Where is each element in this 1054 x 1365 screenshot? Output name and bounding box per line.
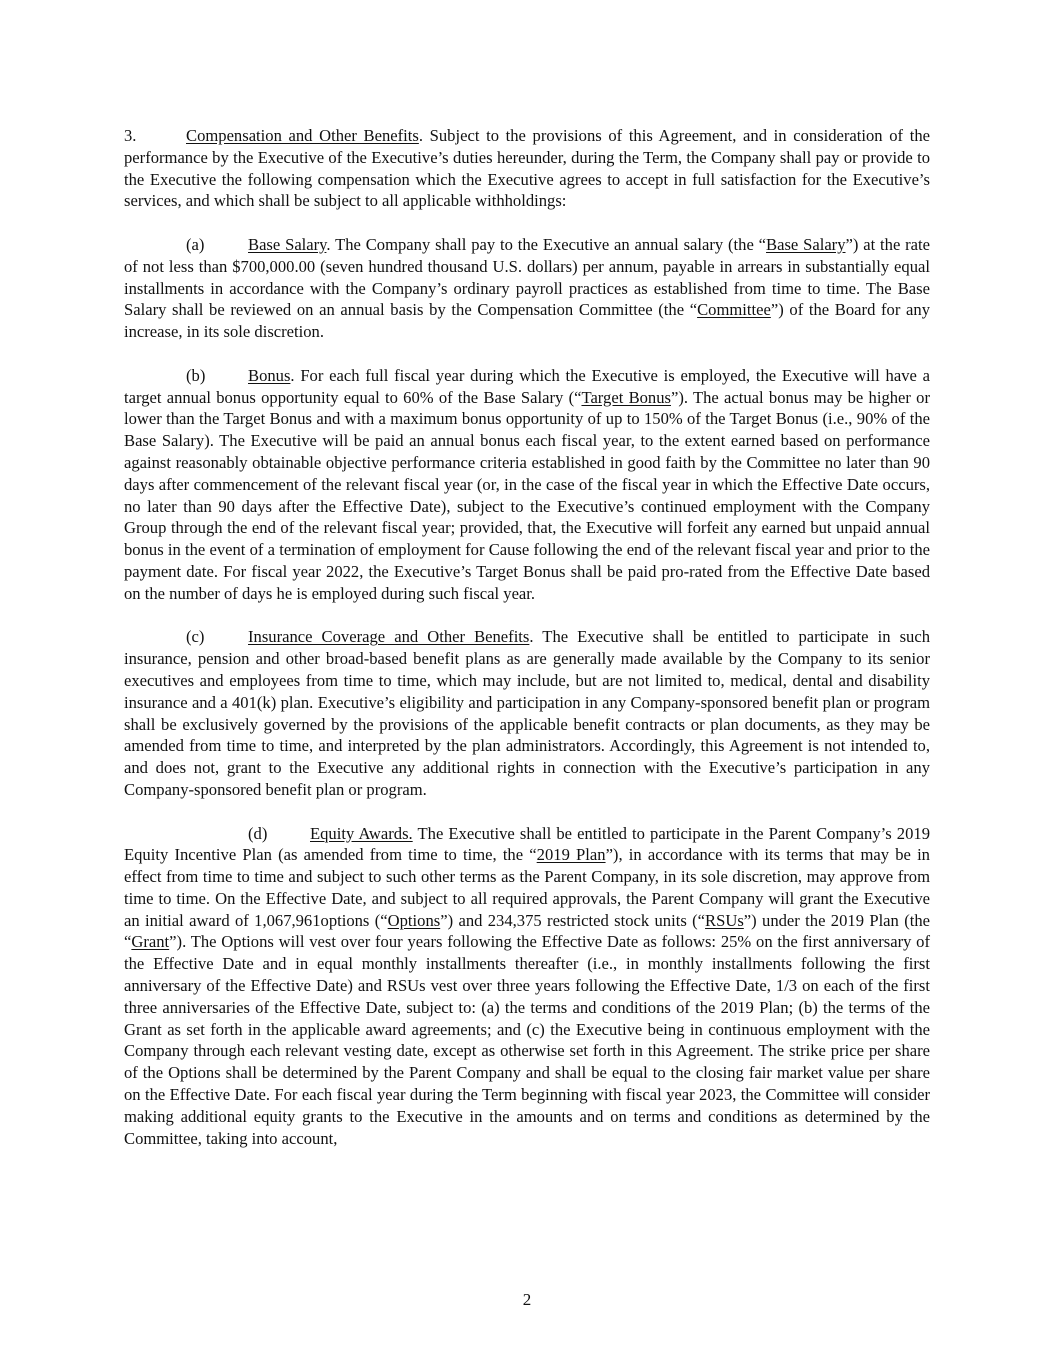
paragraph-heading: Bonus	[248, 365, 291, 385]
paragraph-spacer	[124, 212, 930, 234]
defined-term: 2019 Plan	[536, 845, 606, 865]
paragraph-d: (d) Equity Awards. The Executive shall be entitled to participate in the Parent Company’s 2019 Equity Incentive Plan (as amended from time to time, the “2019 Plan”), in accordance with its terms that may be in effect from time to time and subject to such other terms as the Parent Company, in its sole discretion, may approve from time to time. On the Effective Date, and subject to all required approvals, the Parent Company will grant the Executive an initial award of 1,067,961options (“Options”) and 234,375 restricted stock units (“RSUs”) under the 2019 Plan (the “Grant”). The Options will vest over four years following the Effective Date as follows: 25% on the first anniversary of the Effective Date and in equal monthly installments thereafter (i.e., in monthly installments following the first anniversary of the Effective Date) and RSUs vest over three years following the Effective Date, 1/3 on each of the first three anniversaries of the Effective Date, subject to: (a) the terms and conditions of the 2019 Plan; (b) the terms of the Grant as set forth in the applicable award agreements; and (c) the Executive being in continuous employment with the Company through each relevant vesting date, except as otherwise set forth in this Agreement. The strike price per share of the Options shall be determined by the Parent Company and shall be equal to the closing fair market value per share on the Effective Date. For each fiscal year during the Term beginning with fiscal year 2023, the Committee will consider making additional equity grants to the Executive in the amounts and on terms and conditions as determined by the Committee, taking into account,	[124, 823, 931, 1148]
paragraph-heading: Insurance Coverage and Other Benefits	[248, 627, 530, 647]
section-3-paragraph	[124, 125, 930, 212]
defined-term: Base Salary	[766, 234, 846, 254]
paragraph-spacer	[124, 605, 930, 627]
defined-term: Target Bonus	[581, 387, 671, 407]
defined-term: RSUs	[705, 910, 744, 930]
paragraph-spacer	[124, 343, 930, 365]
paragraph-heading: Equity Awards.	[310, 823, 413, 843]
paragraph-label: (d)	[248, 823, 268, 843]
paragraph-label: (b)	[186, 365, 206, 385]
page-number: 2	[522, 1290, 532, 1309]
document-page	[124, 125, 930, 1149]
defined-term: Grant	[131, 932, 170, 952]
section-text: . Subject to the provisions of this Agreement, and in consideration of the performance by the Executive of the Executive’s duties hereunder, during the Term, the Company shall pay or provide to the Executive the following compensation which the Executive agrees to accept in full satisfaction for the Executive’s services, and which shall be subject to all applicable withholdings:	[124, 126, 930, 211]
section-heading: Compensation and Other Benefits	[186, 126, 419, 145]
paragraph-label: (a)	[186, 234, 205, 254]
defined-term: Options	[387, 910, 441, 930]
defined-term: Committee	[697, 300, 771, 320]
paragraph-b: (b) Bonus. For each full fiscal year during which the Executive is employed, the Executive will have a target annual bonus opportunity equal to 60% of the Base Salary (“Target Bonus”). The actual bonus may be higher or lower than the Target Bonus and with a maximum bonus opportunity of up to 150% of the Target Bonus (i.e., 90% of the Base Salary). The Executive will be paid an annual bonus each fiscal year, to the extent earned based on performance against reasonably obtainable objective performance criteria established in good faith by the Committee no later than 90 days after commencement of the relevant fiscal year (or, in the case of the fiscal year in which the Effective Date occurs, no later than 90 days after the Effective Date), subject to the Executive’s continued employment with the Company Group through the end of the relevant fiscal year; provided, that, the Executive will forfeit any earned but unpaid annual bonus in the event of a termination of employment for Cause following the end of the relevant fiscal year and prior to the payment date. For fiscal year 2022, the Executive’s Target Bonus shall be paid pro-rated from the Effective Date based on the number of days he is employed during such fiscal year.	[124, 365, 931, 603]
paragraph-a: (a) Base Salary. The Company shall pay to the Executive an annual salary (the “Base Salary”) at the rate of not less than $700,000.00 (seven hundred thousand U.S. dollars) per annum, payable in arrears in substantially equal installments in accordance with the Company’s ordinary payroll practices as established from time to time. The Base Salary shall be reviewed on an annual basis by the Compensation Committee (the “Committee”) of the Board for any increase, in its sole discretion.	[124, 234, 931, 342]
paragraph-c: (c) Insurance Coverage and Other Benefits. The Executive shall be entitled to participate in such insurance, pension and other broad-based benefit plans as are generally made available by the Company to its senior executives and employees from time to time, which may include, but are not limited to, medical, dental and disability insurance and a 401(k) plan. Executive’s eligibility and participation in any Company-sponsored benefit plan or program shall be exclusively governed by the provisions of the applicable benefit contracts or plan documents, as they may be amended from time to time, and interpreted by the plan administrators. Accordingly, this Agreement is not intended to, and does not, grant to the Executive any additional rights in connection with the Executive’s participation in any Company-sponsored benefit plan or program.	[124, 627, 930, 799]
section-number: 3.	[124, 126, 137, 145]
paragraph-label: (c)	[186, 627, 205, 647]
paragraph-spacer	[124, 801, 930, 823]
paragraph-heading: Base Salary	[248, 234, 327, 254]
